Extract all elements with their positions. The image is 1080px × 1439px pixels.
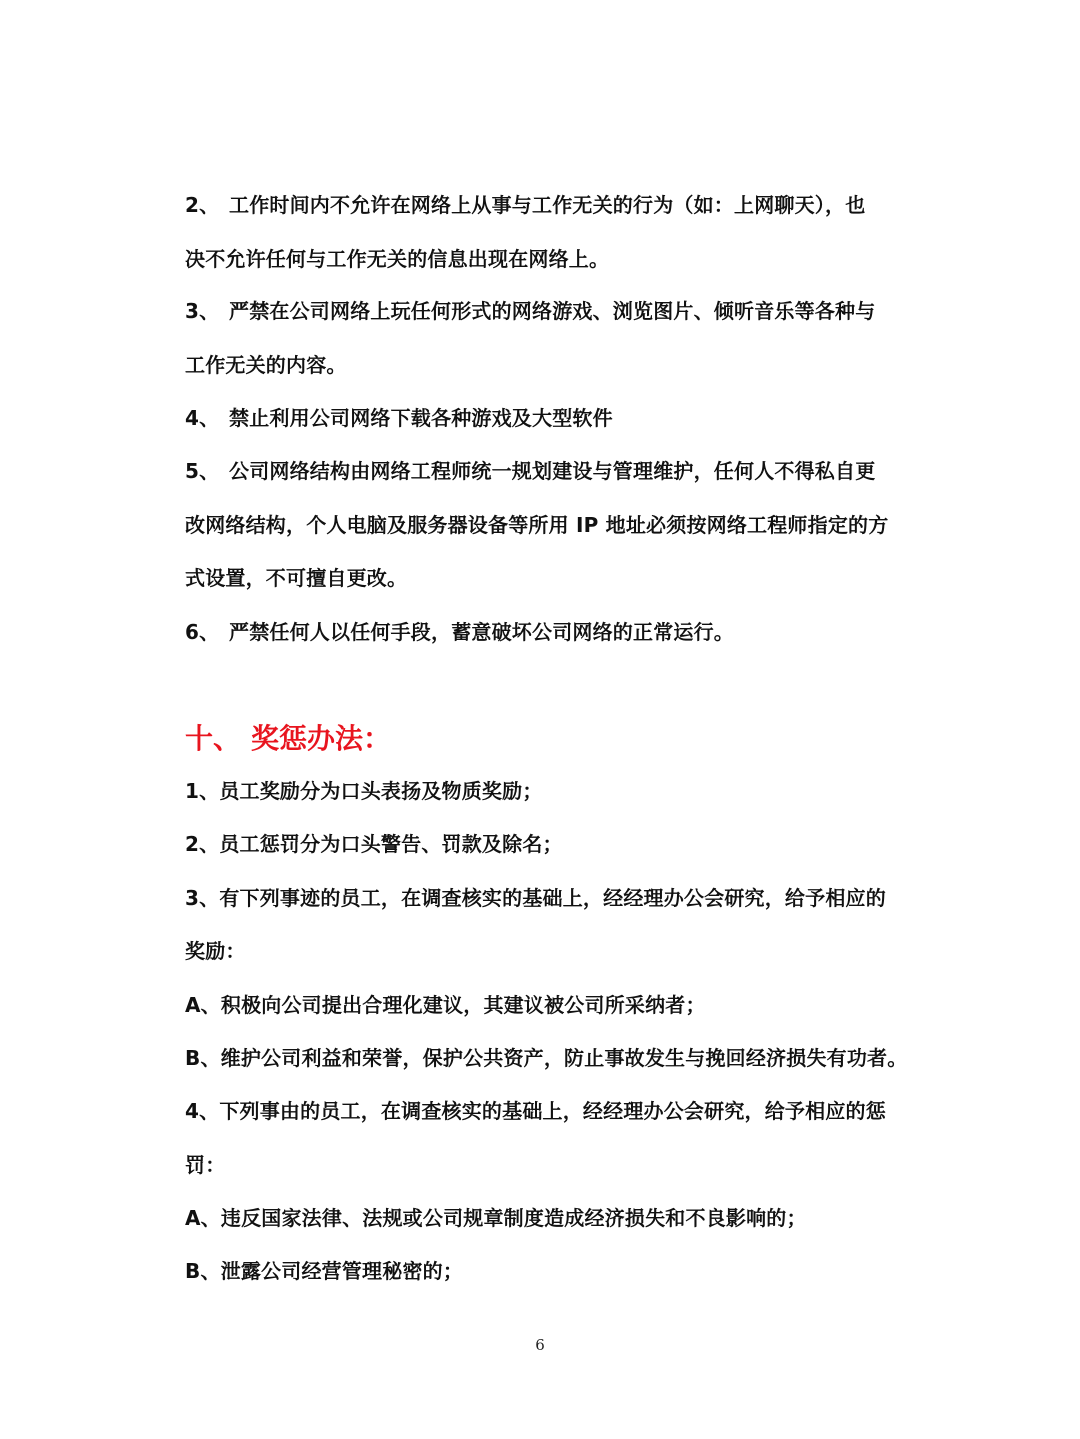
rule-text: 工作无关的内容。 — [185, 353, 347, 377]
rule-item-5 — [185, 457, 905, 485]
rule-text: 禁止利用公司网络下载各种游戏及大型软件 — [229, 406, 613, 430]
reward-line: 1、员工奖励分为口头表扬及物质奖励； — [185, 779, 543, 803]
rule-item-2-continued — [185, 245, 905, 273]
rule-number: 4、 — [185, 406, 220, 430]
rule-item-3 — [185, 297, 905, 325]
reward-line: B、维护公司利益和荣誉，保护公共资产，防止事故发生与挽回经济损失有功者。 — [185, 1046, 908, 1070]
rule-text: 严禁任何人以任何手段，蓄意破坏公司网络的正常运行。 — [229, 620, 734, 644]
reward-line: A、违反国家法律、法规或公司规章制度造成经济损失和不良影响的； — [185, 1206, 807, 1230]
section-heading — [185, 721, 391, 757]
rule-number: 2、 — [185, 193, 220, 217]
rule-item-5-continued — [185, 564, 905, 592]
rule-text: 决不允许任何与工作无关的信息出现在网络上。 — [185, 247, 610, 271]
rule-item-4 — [185, 404, 905, 432]
reward-line: 2、员工惩罚分为口头警告、罚款及除名； — [185, 832, 563, 856]
rule-item-3-continued — [185, 351, 905, 379]
rule-number: 5、 — [185, 459, 220, 483]
rule-text: 工作时间内不允许在网络上从事与工作无关的行为（如：上网聊天），也 — [229, 193, 866, 217]
rule-text: 公司网络结构由网络工程师统一规划建设与管理维护，任何人不得私自更 — [229, 459, 876, 483]
rule-number: 6、 — [185, 620, 220, 644]
rule-item-5-continued — [185, 511, 905, 539]
rule-item-6 — [185, 618, 905, 646]
reward-line: B、泄露公司经营管理秘密的； — [185, 1259, 464, 1283]
rule-text: 式设置，不可擅自更改。 — [185, 566, 408, 590]
reward-line: 4、下列事由的员工，在调查核实的基础上，经经理办公会研究，给予相应的惩 — [185, 1099, 886, 1123]
reward-line: 3、有下列事迹的员工，在调查核实的基础上，经经理办公会研究，给予相应的 — [185, 886, 886, 910]
reward-line: A、积极向公司提出合理化建议，其建议被公司所采纳者； — [185, 993, 706, 1017]
rule-text: 严禁在公司网络上玩任何形式的网络游戏、浏览图片、倾听音乐等各种与 — [229, 299, 876, 323]
rule-number: 3、 — [185, 299, 220, 323]
section-number: 十、 — [185, 722, 242, 755]
reward-line: 罚： — [185, 1153, 226, 1177]
rule-item-2 — [185, 191, 905, 219]
page-number: 6 — [535, 1336, 545, 1354]
section-title: 奖惩办法： — [251, 722, 392, 755]
rule-text: 改网络结构，个人电脑及服务器设备等所用 IP 地址必须按网络工程师指定的方 — [185, 513, 889, 537]
reward-line: 奖励： — [185, 939, 246, 963]
